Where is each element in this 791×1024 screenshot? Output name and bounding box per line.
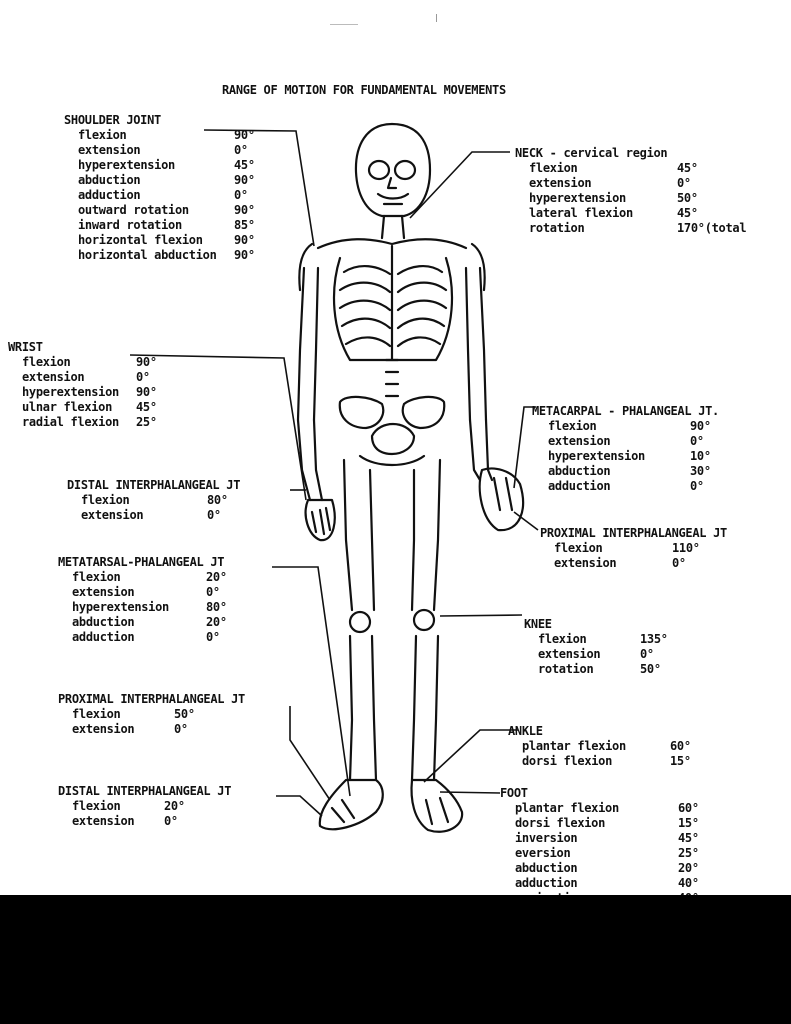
motion-row xyxy=(64,188,284,203)
motion-label: flexion xyxy=(78,128,127,142)
motion-value: 45° xyxy=(678,831,699,845)
motion-row xyxy=(8,370,228,385)
motion-value: 20° xyxy=(206,570,227,584)
knee-leader xyxy=(440,615,522,616)
motion-row xyxy=(64,248,284,263)
motion-value: 45° xyxy=(234,158,255,172)
motion-row xyxy=(58,722,278,737)
motion-row xyxy=(515,206,765,221)
motion-value: 0° xyxy=(174,722,188,736)
motion-row xyxy=(515,221,765,236)
motion-value: 20° xyxy=(206,615,227,629)
motion-value: 0° xyxy=(690,434,704,448)
proximal-interphalangeal-hand-section xyxy=(540,526,790,571)
motion-value: 60° xyxy=(670,739,691,753)
motion-label: flexion xyxy=(554,541,603,555)
motion-label: abduction xyxy=(515,861,578,875)
motion-row xyxy=(540,556,790,571)
motion-row xyxy=(58,615,268,630)
section-title: WRIST xyxy=(8,340,43,354)
motion-value: 50° xyxy=(677,191,698,205)
motion-label: hyperextension xyxy=(548,449,645,463)
motion-value: 15° xyxy=(678,816,699,830)
motion-label: extension xyxy=(72,814,135,828)
section-title: KNEE xyxy=(524,617,552,631)
foot-leader xyxy=(440,792,500,793)
motion-row xyxy=(64,233,284,248)
motion-label: abduction xyxy=(548,464,611,478)
foot-section xyxy=(500,786,710,906)
metatarsal-phalangeal-section xyxy=(58,555,268,645)
motion-label: flexion xyxy=(72,707,121,721)
section-title: FOOT xyxy=(500,786,528,800)
proximal-hand-leader xyxy=(514,512,538,530)
section-title: METACARPAL - PHALANGEAL JT. xyxy=(532,404,719,418)
motion-row xyxy=(58,707,278,722)
motion-label: plantar flexion xyxy=(522,739,626,753)
motion-row xyxy=(8,385,228,400)
neck-leader xyxy=(410,152,510,218)
motion-row xyxy=(58,630,268,645)
shoulder-joint-section xyxy=(64,113,284,263)
ankle-leader xyxy=(424,730,518,782)
motion-label: inward rotation xyxy=(78,218,182,232)
motion-label: abduction xyxy=(72,615,135,629)
motion-row xyxy=(8,355,228,370)
section-title: ANKLE xyxy=(508,724,543,738)
motion-value: 110° xyxy=(672,541,700,555)
motion-row xyxy=(500,876,710,891)
motion-value: 80° xyxy=(206,600,227,614)
motion-row xyxy=(58,799,278,814)
motion-row xyxy=(532,434,782,449)
motion-label: flexion xyxy=(72,570,121,584)
motion-row xyxy=(532,419,782,434)
motion-label: hyperextension xyxy=(78,158,175,172)
motion-row xyxy=(515,161,765,176)
section-title: METATARSAL-PHALANGEAL JT xyxy=(58,555,225,569)
motion-row xyxy=(58,570,268,585)
motion-value: 60° xyxy=(678,801,699,815)
motion-value: 80° xyxy=(207,493,228,507)
motion-value: 25° xyxy=(678,846,699,860)
motion-label: horizontal flexion xyxy=(78,233,203,247)
motion-row xyxy=(8,400,228,415)
motion-value: 45° xyxy=(136,400,157,414)
motion-value: 90° xyxy=(136,355,157,369)
motion-row xyxy=(532,479,782,494)
motion-label: rotation xyxy=(529,221,585,235)
motion-value: 45° xyxy=(677,161,698,175)
neck-section xyxy=(515,146,765,236)
motion-row xyxy=(515,176,765,191)
motion-value: 0° xyxy=(672,556,686,570)
motion-row xyxy=(67,508,277,523)
motion-row xyxy=(515,191,765,206)
motion-label: abduction xyxy=(78,173,141,187)
motion-value: 0° xyxy=(640,647,654,661)
motion-label: hyperextension xyxy=(529,191,626,205)
motion-row xyxy=(8,415,228,430)
motion-value: 170°(total xyxy=(677,221,747,235)
motion-label: extension xyxy=(81,508,144,522)
motion-row xyxy=(524,647,704,662)
motion-value: 90° xyxy=(234,203,255,217)
motion-row xyxy=(64,173,284,188)
metatarsal-leader xyxy=(272,567,350,796)
motion-row xyxy=(532,449,782,464)
motion-value: 90° xyxy=(690,419,711,433)
ankle-section xyxy=(508,724,708,769)
motion-label: horizontal abduction xyxy=(78,248,217,262)
proximal-interphalangeal-foot-section xyxy=(58,692,278,737)
motion-row xyxy=(532,464,782,479)
motion-value: 50° xyxy=(640,662,661,676)
metacarpal-phalangeal-section xyxy=(532,404,782,494)
motion-value: 0° xyxy=(206,585,220,599)
motion-row xyxy=(58,814,278,829)
distal-foot-leader xyxy=(276,796,322,816)
motion-value: 90° xyxy=(234,128,255,142)
motion-label: ulnar flexion xyxy=(22,400,113,414)
motion-label: flexion xyxy=(538,632,587,646)
black-bottom-band xyxy=(0,895,791,1024)
motion-label: dorsi flexion xyxy=(522,754,613,768)
motion-row xyxy=(500,816,710,831)
motion-value: 0° xyxy=(136,370,150,384)
motion-row xyxy=(500,861,710,876)
motion-label: flexion xyxy=(81,493,130,507)
motion-label: outward rotation xyxy=(78,203,189,217)
motion-value: 15° xyxy=(670,754,691,768)
motion-label: dorsi flexion xyxy=(515,816,606,830)
section-title: SHOULDER JOINT xyxy=(64,113,161,127)
motion-row xyxy=(64,158,284,173)
motion-label: adduction xyxy=(72,630,135,644)
motion-value: 30° xyxy=(690,464,711,478)
motion-row xyxy=(500,801,710,816)
motion-value: 40° xyxy=(678,876,699,890)
motion-label: extension xyxy=(529,176,592,190)
motion-row xyxy=(524,632,704,647)
distal-interphalangeal-hand-section xyxy=(67,478,277,523)
motion-label: extension xyxy=(22,370,85,384)
section-title: DISTAL INTERPHALANGEAL JT xyxy=(67,478,241,492)
motion-label: plantar flexion xyxy=(515,801,619,815)
motion-value: 45° xyxy=(677,206,698,220)
motion-row xyxy=(67,493,277,508)
motion-value: 0° xyxy=(206,630,220,644)
section-title: DISTAL INTERPHALANGEAL JT xyxy=(58,784,232,798)
motion-row xyxy=(64,218,284,233)
motion-value: 0° xyxy=(234,143,248,157)
motion-value: 20° xyxy=(164,799,185,813)
motion-value: 85° xyxy=(234,218,255,232)
motion-value: 25° xyxy=(136,415,157,429)
motion-row xyxy=(64,128,284,143)
motion-label: adduction xyxy=(78,188,141,202)
motion-value: 90° xyxy=(234,233,255,247)
motion-row xyxy=(58,600,268,615)
motion-row xyxy=(64,203,284,218)
motion-row xyxy=(500,831,710,846)
distal-interphalangeal-foot-section xyxy=(58,784,278,829)
motion-value: 0° xyxy=(207,508,221,522)
motion-row xyxy=(524,662,704,677)
proximal-foot-leader xyxy=(290,706,330,800)
motion-value: 90° xyxy=(234,173,255,187)
wrist-section xyxy=(8,340,228,430)
motion-label: adduction xyxy=(515,876,578,890)
motion-row xyxy=(500,846,710,861)
motion-label: flexion xyxy=(72,799,121,813)
motion-label: flexion xyxy=(22,355,71,369)
section-title: PROXIMAL INTERPHALANGEAL JT xyxy=(58,692,245,706)
motion-value: 135° xyxy=(640,632,668,646)
motion-value: 10° xyxy=(690,449,711,463)
motion-value: 0° xyxy=(677,176,691,190)
motion-label: extension xyxy=(538,647,601,661)
motion-label: flexion xyxy=(548,419,597,433)
motion-row xyxy=(58,585,268,600)
motion-label: hyperextension xyxy=(22,385,119,399)
motion-label: extension xyxy=(554,556,617,570)
motion-value: 90° xyxy=(234,248,255,262)
page-title: RANGE OF MOTION FOR FUNDAMENTAL MOVEMENTS xyxy=(222,83,506,97)
motion-value: 20° xyxy=(678,861,699,875)
motion-row xyxy=(508,739,708,754)
motion-row xyxy=(64,143,284,158)
motion-label: extension xyxy=(78,143,141,157)
motion-value: 0° xyxy=(234,188,248,202)
motion-label: extension xyxy=(72,722,135,736)
motion-value: 90° xyxy=(136,385,157,399)
motion-label: eversion xyxy=(515,846,571,860)
motion-value: 50° xyxy=(174,707,195,721)
motion-label: inversion xyxy=(515,831,578,845)
motion-label: lateral flexion xyxy=(529,206,633,220)
motion-value: 0° xyxy=(164,814,178,828)
motion-value: 0° xyxy=(690,479,704,493)
section-title: NECK - cervical region xyxy=(515,146,668,160)
motion-row xyxy=(540,541,790,556)
section-title: PROXIMAL INTERPHALANGEAL JT xyxy=(540,526,727,540)
motion-label: radial flexion xyxy=(22,415,119,429)
motion-label: extension xyxy=(548,434,611,448)
knee-section xyxy=(524,617,704,677)
motion-label: flexion xyxy=(529,161,578,175)
motion-label: rotation xyxy=(538,662,594,676)
motion-label: extension xyxy=(72,585,135,599)
motion-label: hyperextension xyxy=(72,600,169,614)
motion-label: adduction xyxy=(548,479,611,493)
motion-row xyxy=(508,754,708,769)
